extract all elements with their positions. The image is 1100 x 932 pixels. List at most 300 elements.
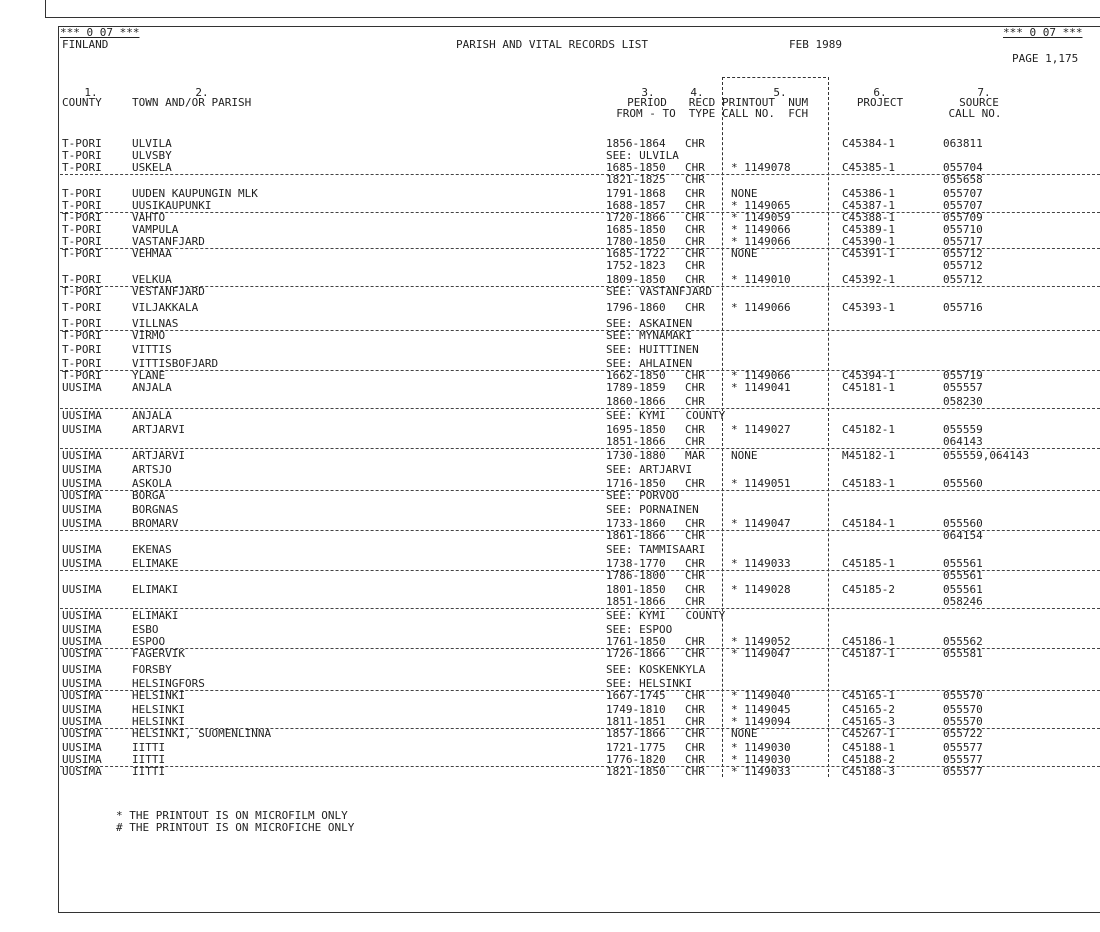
- cell-project: C45391-1: [842, 247, 895, 260]
- cell-source: 058230: [943, 395, 983, 408]
- cell-type: CHR: [685, 223, 705, 236]
- cell-county: UUSIMA: [62, 583, 102, 596]
- cell-town: EKENAS: [132, 543, 172, 556]
- cell-county: T-PORI: [62, 273, 102, 286]
- table-row: [60, 344, 1100, 356]
- cell-period: 1776-1820: [606, 753, 666, 766]
- cell-county: T-PORI: [62, 137, 102, 150]
- col5-box-top: [722, 77, 826, 78]
- cell-printout: * 1149059: [731, 211, 791, 224]
- cell-type: CHR: [685, 137, 705, 150]
- cell-county: T-PORI: [62, 199, 102, 212]
- cell-printout: * 1149010: [731, 273, 791, 286]
- cell-county: T-PORI: [62, 149, 102, 162]
- cell-type: CHR: [685, 369, 705, 382]
- cell-type: CHR: [685, 247, 705, 260]
- cell-project: C45182-1: [842, 423, 895, 436]
- cell-county: UUSIMA: [62, 703, 102, 716]
- cell-town: ESBO: [132, 623, 159, 636]
- cell-town: ANJALA: [132, 381, 172, 394]
- col7-number: 7.: [977, 86, 991, 99]
- cell-county: UUSIMA: [62, 409, 102, 422]
- cell-town: ARTSJO: [132, 463, 172, 476]
- cell-project: C45165-3: [842, 715, 895, 728]
- col1-label: COUNTY: [62, 96, 102, 109]
- col1-number: 1.: [84, 86, 98, 99]
- cell-project: C45394-1: [842, 369, 895, 382]
- cell-source: 055658: [943, 173, 983, 186]
- cell-town: BROMARV: [132, 517, 179, 530]
- cell-town: HELSINKI, SUOMENLINNA: [132, 727, 272, 740]
- cell-printout: * 1149047: [731, 517, 791, 530]
- cell-type: CHR: [685, 395, 705, 408]
- report-date: FEB 1989: [789, 38, 842, 51]
- cell-source: 055712: [943, 247, 983, 260]
- table-row: [60, 690, 1100, 702]
- cell-town: VEHMAA: [132, 247, 172, 260]
- table-row: [60, 596, 1100, 609]
- cell-source: 063811: [943, 137, 983, 150]
- cell-period: SEE: PORVOO: [606, 489, 679, 502]
- cell-period: SEE: KOSKENKYLA: [606, 663, 706, 676]
- table-row: [60, 410, 1100, 422]
- col3-label-1: PERIOD: [627, 96, 667, 109]
- cell-period: SEE: AHLAINEN: [606, 357, 693, 370]
- cell-period: 1688-1857: [606, 199, 666, 212]
- cell-county: UUSIMA: [62, 517, 102, 530]
- cell-county: UUSIMA: [62, 765, 102, 778]
- cell-county: T-PORI: [62, 343, 102, 356]
- cell-county: UUSIMA: [62, 647, 102, 660]
- cell-period: 1811-1851: [606, 715, 666, 728]
- cell-period: 1726-1866: [606, 647, 666, 660]
- cell-printout: * 1149033: [731, 765, 791, 778]
- cell-printout: * 1149078: [731, 161, 791, 174]
- cell-project: C45393-1: [842, 301, 895, 314]
- cell-period: 1761-1850: [606, 635, 666, 648]
- cell-project: C45388-1: [842, 211, 895, 224]
- table-row: [60, 530, 1100, 542]
- cell-county: UUSIMA: [62, 727, 102, 740]
- cell-period: SEE: ULVILA: [606, 149, 679, 162]
- cell-printout: * 1149051: [731, 477, 791, 490]
- cell-source: 055560: [943, 517, 983, 530]
- cell-source: 064154: [943, 529, 983, 542]
- table-row: [60, 728, 1100, 740]
- col6-number: 6.: [873, 86, 887, 99]
- col4-label-1: RECD: [688, 96, 716, 109]
- cell-printout: * 1149052: [731, 635, 791, 648]
- cell-printout: * 1149065: [731, 199, 791, 212]
- cell-project: C45185-2: [842, 583, 895, 596]
- cell-project: C45387-1: [842, 199, 895, 212]
- table-row: [60, 450, 1100, 462]
- cell-printout: NONE: [731, 247, 758, 260]
- cell-period: 1749-1810: [606, 703, 666, 716]
- cell-town: IITTI: [132, 741, 166, 754]
- cell-town: VAHTO: [132, 211, 166, 224]
- cell-town: VESTANFJARD: [132, 285, 205, 298]
- cell-county: UUSIMA: [62, 503, 102, 516]
- cell-town: FAGERVIK: [132, 647, 185, 660]
- cell-county: UUSIMA: [62, 635, 102, 648]
- cell-source: 055561: [943, 557, 983, 570]
- cell-type: CHR: [685, 423, 705, 436]
- cell-period: 1789-1859: [606, 381, 666, 394]
- cell-county: UUSIMA: [62, 753, 102, 766]
- cell-period: 1856-1864: [606, 137, 666, 150]
- table-row: [60, 382, 1100, 394]
- cell-type: CHR: [685, 273, 705, 286]
- cell-town: HELSINGFORS: [132, 677, 205, 690]
- cell-town: VELKUA: [132, 273, 172, 286]
- cell-source: 055712: [943, 273, 983, 286]
- cell-period: SEE: KYMI COUNTY: [606, 609, 726, 622]
- cell-period: SEE: TAMMISAARI: [606, 543, 706, 556]
- cell-period: SEE: ESPOO: [606, 623, 673, 636]
- cell-county: UUSIMA: [62, 623, 102, 636]
- cell-source: 055716: [943, 301, 983, 314]
- cell-town: USKELA: [132, 161, 172, 174]
- cell-period: 1685-1850: [606, 223, 666, 236]
- col3-label-2: FROM - TO: [616, 107, 676, 120]
- cell-type: CHR: [685, 211, 705, 224]
- cell-printout: * 1149066: [731, 301, 791, 314]
- cell-project: C45188-1: [842, 741, 895, 754]
- cell-county: T-PORI: [62, 369, 102, 382]
- cell-type: CHR: [685, 235, 705, 248]
- col5-label-2: CALL NO. FCH: [722, 107, 809, 120]
- cell-type: CHR: [685, 583, 705, 596]
- cell-type: MAR: [685, 449, 705, 462]
- cell-printout: * 1149028: [731, 583, 791, 596]
- table-row: [60, 260, 1100, 272]
- col4-number: 4.: [690, 86, 704, 99]
- cell-town: ARTJARVI: [132, 423, 185, 436]
- cell-period: 1809-1850: [606, 273, 666, 286]
- batch-code-left: *** 0 07 ***: [60, 26, 140, 39]
- cell-county: T-PORI: [62, 187, 102, 200]
- cell-project: C45185-1: [842, 557, 895, 570]
- cell-county: UUSIMA: [62, 689, 102, 702]
- cell-type: CHR: [685, 259, 705, 272]
- cell-period: 1821-1825: [606, 173, 666, 186]
- cell-period: SEE: MYNAMAKI: [606, 329, 693, 342]
- cell-period: 1733-1860: [606, 517, 666, 530]
- cell-project: C45186-1: [842, 635, 895, 648]
- cell-period: SEE: KYMI COUNTY: [606, 409, 726, 422]
- table-row: [60, 490, 1100, 502]
- cell-source: 055707: [943, 199, 983, 212]
- country-label: FINLAND: [62, 38, 109, 51]
- cell-type: CHR: [685, 595, 705, 608]
- cell-period: SEE: HELSINKI: [606, 677, 693, 690]
- cell-period: SEE: PORNAINEN: [606, 503, 699, 516]
- cell-period: SEE: HUITTINEN: [606, 343, 699, 356]
- cell-project: C45384-1: [842, 137, 895, 150]
- cell-period: 1716-1850: [606, 477, 666, 490]
- cell-source: 055557: [943, 381, 983, 394]
- table-row: [60, 766, 1100, 778]
- cell-type: CHR: [685, 187, 705, 200]
- cell-project: C45392-1: [842, 273, 895, 286]
- cell-town: BORGA: [132, 489, 166, 502]
- cell-period: SEE: ASKAINEN: [606, 317, 693, 330]
- cell-town: HELSINKI: [132, 689, 185, 702]
- cell-town: YLANE: [132, 369, 166, 382]
- batch-code-right: *** 0 07 ***: [1003, 26, 1083, 39]
- cell-printout: * 1149066: [731, 235, 791, 248]
- cell-town: ASKOLA: [132, 477, 172, 490]
- cell-county: UUSIMA: [62, 381, 102, 394]
- cell-type: CHR: [685, 727, 705, 740]
- cell-type: CHR: [685, 635, 705, 648]
- cell-period: 1786-1800: [606, 569, 666, 582]
- cell-source: 055710: [943, 223, 983, 236]
- col5-label-1: PRINTOUT NUM: [722, 96, 809, 109]
- cell-town: BORGNAS: [132, 503, 179, 516]
- col5-number: 5.: [773, 86, 787, 99]
- cell-printout: NONE: [731, 449, 758, 462]
- cell-county: UUSIMA: [62, 609, 102, 622]
- cell-town: HELSINKI: [132, 703, 185, 716]
- table-row: [60, 396, 1100, 409]
- cell-county: UUSIMA: [62, 677, 102, 690]
- cell-town: VITTIS: [132, 343, 172, 356]
- cell-town: VIRMO: [132, 329, 166, 342]
- cell-period: 1860-1866: [606, 395, 666, 408]
- cell-town: ULVSBY: [132, 149, 172, 162]
- cell-town: VAMPULA: [132, 223, 179, 236]
- col4-label-2: TYPE: [688, 107, 716, 120]
- table-row: [60, 610, 1100, 622]
- cell-project: C45184-1: [842, 517, 895, 530]
- table-row: [60, 570, 1100, 582]
- cell-period: 1791-1868: [606, 187, 666, 200]
- col7-label-2: CALL NO.: [948, 107, 1002, 120]
- cell-town: ELIMAKE: [132, 557, 179, 570]
- cell-source: 055717: [943, 235, 983, 248]
- cell-county: T-PORI: [62, 301, 102, 314]
- cell-source: 055570: [943, 689, 983, 702]
- cell-project: C45267-1: [842, 727, 895, 740]
- cell-period: SEE: VASTANFJARD: [606, 285, 712, 298]
- cell-county: UUSIMA: [62, 741, 102, 754]
- cell-county: UUSIMA: [62, 557, 102, 570]
- table-row: [60, 330, 1100, 342]
- cell-county: T-PORI: [62, 161, 102, 174]
- cell-county: UUSIMA: [62, 715, 102, 728]
- cell-period: 1780-1850: [606, 235, 666, 248]
- cell-period: 1861-1866: [606, 529, 666, 542]
- table-row: [60, 648, 1100, 660]
- cell-source: 055719: [943, 369, 983, 382]
- cell-project: M45182-1: [842, 449, 895, 462]
- table-row: [60, 174, 1100, 186]
- cell-source: 055577: [943, 753, 983, 766]
- cell-source: 055561: [943, 583, 983, 596]
- cell-county: T-PORI: [62, 285, 102, 298]
- cell-county: T-PORI: [62, 235, 102, 248]
- footnote-microfilm: * THE PRINTOUT IS ON MICROFILM ONLY: [116, 809, 348, 822]
- cell-town: ANJALA: [132, 409, 172, 422]
- page-title: PARISH AND VITAL RECORDS LIST: [456, 38, 649, 51]
- cell-project: C45188-2: [842, 753, 895, 766]
- cell-source: 055707: [943, 187, 983, 200]
- cell-town: FORSBY: [132, 663, 172, 676]
- cell-town: ESPOO: [132, 635, 166, 648]
- cell-period: 1695-1850: [606, 423, 666, 436]
- cell-period: SEE: ARTJARVI: [606, 463, 693, 476]
- cell-town: ULVILA: [132, 137, 172, 150]
- cell-county: UUSIMA: [62, 423, 102, 436]
- col6-label: PROJECT: [856, 96, 904, 109]
- cell-source: 055704: [943, 161, 983, 174]
- cell-county: T-PORI: [62, 329, 102, 342]
- table-row: [60, 302, 1100, 314]
- cell-project: C45165-1: [842, 689, 895, 702]
- cell-type: CHR: [685, 199, 705, 212]
- cell-period: 1821-1850: [606, 765, 666, 778]
- table-row: [60, 464, 1100, 476]
- cell-project: C45181-1: [842, 381, 895, 394]
- cell-source: 055577: [943, 741, 983, 754]
- cell-county: UUSIMA: [62, 663, 102, 676]
- col3-number: 3.: [641, 86, 655, 99]
- cell-printout: * 1149041: [731, 381, 791, 394]
- cell-county: UUSIMA: [62, 463, 102, 476]
- cell-county: UUSIMA: [62, 449, 102, 462]
- cell-county: T-PORI: [62, 223, 102, 236]
- cell-county: T-PORI: [62, 211, 102, 224]
- cell-project: C45385-1: [842, 161, 895, 174]
- cell-town: IITTI: [132, 753, 166, 766]
- cell-source: 055561: [943, 569, 983, 582]
- cell-town: UUDEN KAUPUNGIN MLK: [132, 187, 258, 200]
- cell-printout: NONE: [731, 727, 758, 740]
- cell-type: CHR: [685, 381, 705, 394]
- cell-project: C45389-1: [842, 223, 895, 236]
- cell-county: T-PORI: [62, 357, 102, 370]
- cell-type: CHR: [685, 569, 705, 582]
- cell-source: 055581: [943, 647, 983, 660]
- cell-county: UUSIMA: [62, 477, 102, 490]
- table-row: [60, 286, 1100, 298]
- cell-type: CHR: [685, 753, 705, 766]
- cell-town: UUSIKAUPUNKI: [132, 199, 212, 212]
- cell-town: ELIMAKI: [132, 609, 179, 622]
- cell-type: CHR: [685, 173, 705, 186]
- cell-printout: * 1149066: [731, 223, 791, 236]
- cell-county: UUSIMA: [62, 489, 102, 502]
- cell-county: UUSIMA: [62, 543, 102, 556]
- cell-county: T-PORI: [62, 247, 102, 260]
- cell-printout: * 1149033: [731, 557, 791, 570]
- cell-period: 1720-1866: [606, 211, 666, 224]
- footnote-microfiche: # THE PRINTOUT IS ON MICROFICHE ONLY: [116, 821, 355, 834]
- cell-type: CHR: [685, 703, 705, 716]
- cell-type: CHR: [685, 557, 705, 570]
- cell-period: 1851-1866: [606, 595, 666, 608]
- cell-type: CHR: [685, 477, 705, 490]
- cell-period: 1801-1850: [606, 583, 666, 596]
- cell-printout: NONE: [731, 187, 758, 200]
- table-row: [60, 544, 1100, 556]
- table-row: [60, 504, 1100, 516]
- cell-type: CHR: [685, 741, 705, 754]
- cell-type: CHR: [685, 765, 705, 778]
- cell-source: 055559,064143: [943, 449, 1030, 462]
- col2-number: 2.: [195, 86, 209, 99]
- cell-printout: * 1149030: [731, 741, 791, 754]
- page-number: PAGE 1,175: [1012, 52, 1079, 65]
- cell-period: 1685-1850: [606, 161, 666, 174]
- cell-town: HELSINKI: [132, 715, 185, 728]
- cell-source: 064143: [943, 435, 983, 448]
- cell-town: ELIMAKI: [132, 583, 179, 596]
- cell-source: 055562: [943, 635, 983, 648]
- cell-project: C45188-3: [842, 765, 895, 778]
- cell-town: VASTANFJARD: [132, 235, 205, 248]
- cell-source: 055722: [943, 727, 983, 740]
- cell-source: 058246: [943, 595, 983, 608]
- cell-period: 1857-1866: [606, 727, 666, 740]
- cell-town: VILLNAS: [132, 317, 179, 330]
- cell-source: 055577: [943, 765, 983, 778]
- cell-period: 1685-1722: [606, 247, 666, 260]
- cell-project: C45390-1: [842, 235, 895, 248]
- cell-period: 1796-1860: [606, 301, 666, 314]
- cell-period: 1662-1850: [606, 369, 666, 382]
- previous-page-edge: [45, 0, 1100, 18]
- cell-source: 055570: [943, 715, 983, 728]
- cell-period: 1730-1880: [606, 449, 666, 462]
- cell-printout: * 1149045: [731, 703, 791, 716]
- cell-project: C45183-1: [842, 477, 895, 490]
- cell-county: T-PORI: [62, 317, 102, 330]
- cell-project: C45187-1: [842, 647, 895, 660]
- cell-source: 055560: [943, 477, 983, 490]
- table-row: [60, 664, 1100, 676]
- cell-town: VITTISBOFJARD: [132, 357, 219, 370]
- cell-period: 1851-1866: [606, 435, 666, 448]
- cell-town: VILJAKKALA: [132, 301, 199, 314]
- cell-printout: * 1149066: [731, 369, 791, 382]
- cell-type: CHR: [685, 161, 705, 174]
- cell-source: 055570: [943, 703, 983, 716]
- cell-project: C45386-1: [842, 187, 895, 200]
- cell-type: CHR: [685, 647, 705, 660]
- cell-printout: * 1149047: [731, 647, 791, 660]
- cell-type: CHR: [685, 517, 705, 530]
- cell-period: 1752-1823: [606, 259, 666, 272]
- cell-period: 1738-1770: [606, 557, 666, 570]
- cell-period: 1667-1745: [606, 689, 666, 702]
- cell-source: 055559: [943, 423, 983, 436]
- table-row: [60, 138, 1100, 150]
- cell-type: CHR: [685, 301, 705, 314]
- cell-source: 055712: [943, 259, 983, 272]
- cell-type: CHR: [685, 435, 705, 448]
- cell-printout: * 1149040: [731, 689, 791, 702]
- cell-project: C45165-2: [842, 703, 895, 716]
- col2-label: TOWN AND/OR PARISH: [132, 96, 252, 109]
- cell-source: 055709: [943, 211, 983, 224]
- cell-type: CHR: [685, 529, 705, 542]
- cell-printout: * 1149094: [731, 715, 791, 728]
- cell-town: IITTI: [132, 765, 166, 778]
- cell-type: CHR: [685, 689, 705, 702]
